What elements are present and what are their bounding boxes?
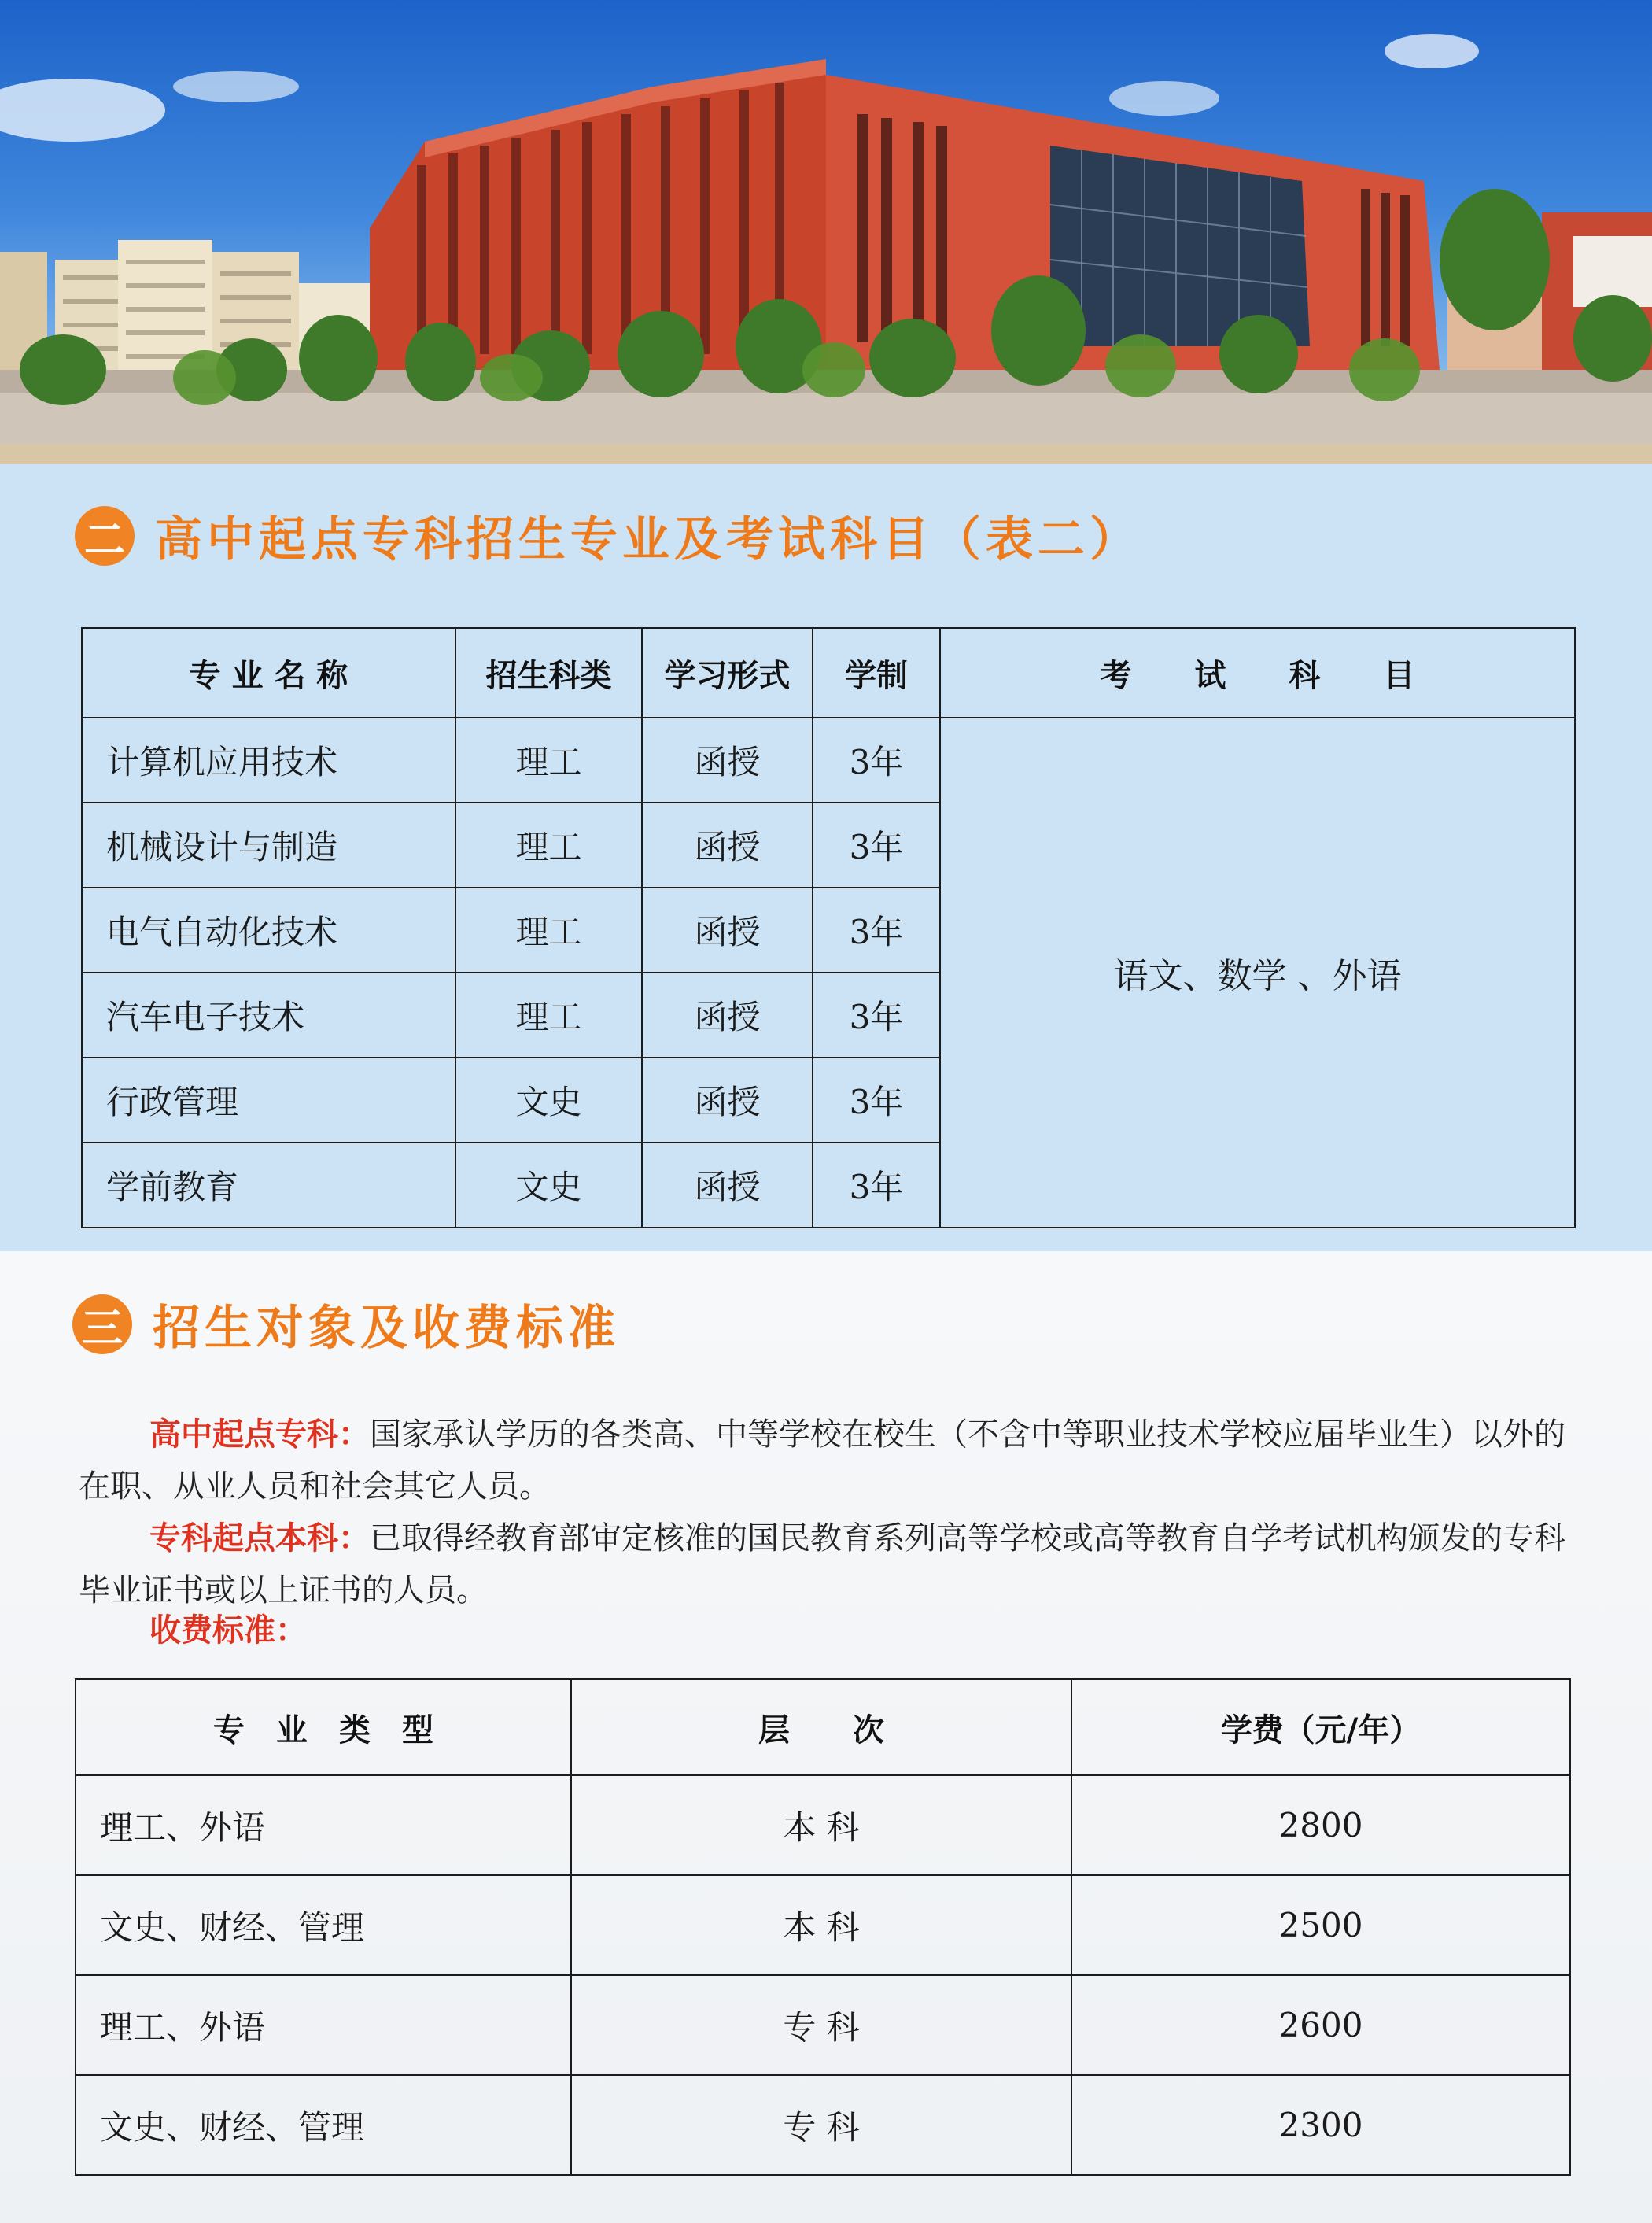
major-study-form: 函授 <box>642 718 813 803</box>
major-name: 机械设计与制造 <box>82 803 455 888</box>
section3-title: 招生对象及收费标准 <box>153 1301 620 1356</box>
major-study-form: 函授 <box>642 973 813 1058</box>
table-row <box>76 1875 1570 1975</box>
header-category: 招生科类 <box>455 628 642 718</box>
fee-amount: 2600 <box>1071 1975 1570 2075</box>
major-study-form: 函授 <box>642 803 813 888</box>
fee-amount: 2800 <box>1071 1775 1570 1875</box>
fee-level: 本 科 <box>571 1775 1071 1875</box>
paragraph2-text: 已取得经教育部审定核准的国民教育系列高等学校或高等教育自学考试机构颁发的专科毕业证书或以上证书的人员。 <box>79 1520 1565 1608</box>
fee-amount: 2500 <box>1071 1875 1570 1975</box>
major-name: 汽车电子技术 <box>82 973 455 1058</box>
fee-level: 专 科 <box>571 2075 1071 2175</box>
fee-major-type: 理工、外语 <box>76 1775 571 1875</box>
fee-major-type: 文史、财经、管理 <box>76 1875 571 1975</box>
table-row <box>76 2075 1570 2175</box>
section3-number-badge: 三 <box>72 1294 132 1354</box>
major-category: 文史 <box>455 1058 642 1143</box>
section2-number-badge: 二 <box>75 506 135 566</box>
major-category: 理工 <box>455 973 642 1058</box>
major-study-form: 函授 <box>642 1058 813 1143</box>
majors-table-header-row <box>82 628 1575 718</box>
header-major-type: 专 业 类 型 <box>76 1679 571 1775</box>
fee-major-type: 理工、外语 <box>76 1975 571 2075</box>
section2-heading <box>75 502 1141 570</box>
header-exam-subjects: 考 试 科 目 <box>940 628 1575 718</box>
major-duration: 3年 <box>813 803 940 888</box>
majors-exam-table <box>81 627 1576 1228</box>
table-row <box>76 1975 1570 2075</box>
fee-level: 本 科 <box>571 1875 1071 1975</box>
fee-amount: 2300 <box>1071 2075 1570 2175</box>
fee-major-type: 文史、财经、管理 <box>76 2075 571 2175</box>
major-duration: 3年 <box>813 888 940 973</box>
major-name: 计算机应用技术 <box>82 718 455 803</box>
major-category: 文史 <box>455 1143 642 1228</box>
header-level: 层 次 <box>571 1679 1071 1775</box>
major-name: 电气自动化技术 <box>82 888 455 973</box>
header-major-name: 专 业 名 称 <box>82 628 455 718</box>
major-duration: 3年 <box>813 1143 940 1228</box>
fee-table-header-row <box>76 1679 1570 1775</box>
table-row <box>82 718 1575 803</box>
major-category: 理工 <box>455 718 642 803</box>
paragraph-junior-college-to-bachelor <box>79 1512 1573 1616</box>
paragraph2-keyword: 专科起点本科： <box>149 1520 370 1556</box>
major-name: 行政管理 <box>82 1058 455 1143</box>
major-duration: 3年 <box>813 973 940 1058</box>
paragraph1-text: 国家承认学历的各类高、中等学校在校生（不含中等职业技术学校应届毕业生）以外的在职、从业人员和社会其它人员。 <box>79 1416 1565 1505</box>
major-duration: 3年 <box>813 1058 940 1143</box>
major-category: 理工 <box>455 803 642 888</box>
major-name: 学前教育 <box>82 1143 455 1228</box>
fee-standard-label: 收费标准： <box>149 1612 307 1649</box>
major-study-form: 函授 <box>642 1143 813 1228</box>
tuition-fee-table <box>75 1678 1571 2176</box>
campus-building-illustration <box>0 0 1652 464</box>
major-category: 理工 <box>455 888 642 973</box>
major-duration: 3年 <box>813 718 940 803</box>
paragraph-highschool-to-junior-college <box>79 1409 1573 1512</box>
major-study-form: 函授 <box>642 888 813 973</box>
paragraph1-keyword: 高中起点专科： <box>149 1416 370 1453</box>
header-study-form: 学习形式 <box>642 628 813 718</box>
header-tuition: 学费（元/年） <box>1071 1679 1570 1775</box>
table-row <box>76 1775 1570 1875</box>
campus-building-photo <box>0 0 1652 464</box>
header-duration: 学制 <box>813 628 940 718</box>
fee-level: 专 科 <box>571 1975 1071 2075</box>
section3-heading <box>72 1291 620 1358</box>
exam-subjects: 语文、数学 、外语 <box>940 718 1575 1228</box>
section2-title: 高中起点专科招生专业及考试科目（表二） <box>155 512 1141 567</box>
